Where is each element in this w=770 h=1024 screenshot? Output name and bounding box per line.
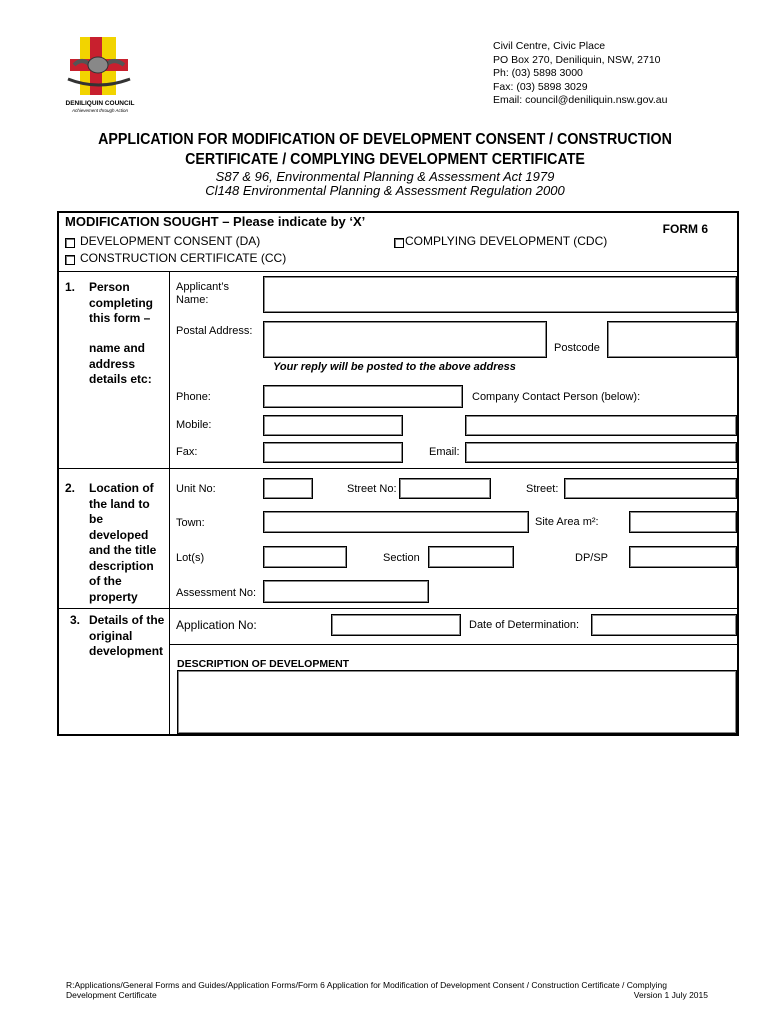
form-title-line2: CERTIFICATE / COMPLYING DEVELOPMENT CERTIFICATE [185, 151, 585, 168]
logo-tagline: Achievement through Action [71, 108, 129, 113]
description-field[interactable] [177, 670, 737, 734]
form-subtitle-act: S87 & 96, Environmental Planning & Assessment Act 1979 [215, 169, 555, 184]
dp-sp-field[interactable] [629, 546, 737, 568]
section1-number: 1. [65, 280, 76, 294]
logo-text: DENILIQUIN COUNCIL [65, 100, 135, 107]
date-determination-field[interactable] [591, 614, 737, 636]
assessment-no-label: Assessment No: [176, 587, 257, 599]
section2-number: 2. [65, 481, 76, 495]
fax-label: Fax: [176, 446, 198, 458]
section-label: Section [383, 552, 420, 564]
checkbox-cdc[interactable] [394, 238, 404, 248]
form-body [57, 211, 739, 736]
section3-title: Details of the original development [89, 613, 165, 658]
option-cc-label: CONSTRUCTION CERTIFICATE (CC) [80, 251, 287, 265]
section1-subtitle: name and address details etc: [89, 341, 152, 386]
phone-label: Phone: [176, 391, 211, 403]
section-field[interactable] [428, 546, 514, 568]
address-line: Civil Centre, Civic Place [493, 40, 606, 52]
dp-sp-label: DP/SP [575, 552, 609, 564]
company-contact-field[interactable] [465, 415, 737, 436]
street-label: Street: [526, 483, 559, 495]
email-label: Email: [429, 446, 460, 458]
section2-title: Location of the land to be developed and the title description of the property [89, 481, 157, 604]
council-logo [62, 35, 137, 120]
section3-number: 3. [70, 613, 81, 627]
application-no-label: Application No: [176, 618, 257, 632]
option-cdc-label: COMPLYING DEVELOPMENT (CDC) [405, 234, 608, 248]
reply-note: Your reply will be posted to the above address [273, 361, 516, 373]
date-determination-label: Date of Determination: [469, 619, 580, 631]
address-line: Ph: (03) 5898 3000 [493, 67, 583, 79]
council-address [493, 40, 667, 108]
checkbox-da[interactable] [65, 238, 75, 248]
street-field[interactable] [564, 478, 737, 499]
postcode-field[interactable] [607, 321, 737, 358]
site-area-label: Site Area m²: [535, 516, 599, 528]
divider [59, 608, 739, 609]
divider [59, 468, 739, 469]
section1-title: Person completing this form – [89, 280, 154, 325]
description-label: DESCRIPTION OF DEVELOPMENT [177, 658, 350, 670]
footer-path: R:Applications/General Forms and Guides/Application Forms/Form 6 Application for Modification of Development Consent / Construction Certificate / Complying Development Certificate [66, 980, 667, 1000]
column-divider [169, 271, 170, 736]
lots-label: Lot(s) [176, 552, 205, 564]
street-no-label: Street No: [347, 483, 397, 495]
assessment-no-field[interactable] [263, 580, 429, 603]
postal-address-field[interactable] [263, 321, 547, 358]
email-field[interactable] [465, 442, 737, 463]
postcode-label: Postcode [554, 342, 600, 354]
unit-no-label: Unit No: [176, 483, 216, 495]
fax-field[interactable] [263, 442, 403, 463]
mobile-field[interactable] [263, 415, 403, 436]
town-field[interactable] [263, 511, 529, 533]
application-no-field[interactable] [331, 614, 461, 636]
address-line: Email: council@deniliquin.nsw.gov.au [493, 94, 668, 106]
footer-version: Version 1 July 2015 [633, 990, 708, 1000]
form-number: FORM 6 [662, 222, 708, 236]
address-line: Fax: (03) 5898 3029 [493, 80, 588, 93]
divider [169, 644, 739, 645]
street-no-field[interactable] [399, 478, 491, 499]
site-area-field[interactable] [629, 511, 737, 533]
option-da-label: DEVELOPMENT CONSENT (DA) [80, 234, 261, 248]
applicant-name-label: Applicant’s Name: [176, 281, 229, 306]
phone-field[interactable] [263, 385, 463, 408]
form-title-line1: APPLICATION FOR MODIFICATION OF DEVELOPMENT CONSENT / CONSTRUCTION [98, 131, 672, 148]
unit-no-field[interactable] [263, 478, 313, 499]
mobile-label: Mobile: [176, 419, 212, 431]
form-subtitle-regulation: Cl148 Environmental Planning & Assessment Regulation 2000 [205, 183, 565, 198]
checkbox-cc[interactable] [65, 255, 75, 265]
lots-field[interactable] [263, 546, 347, 568]
divider [59, 271, 739, 272]
address-line: PO Box 270, Deniliquin, NSW, 2710 [493, 53, 661, 66]
town-label: Town: [176, 517, 205, 529]
applicant-name-field[interactable] [263, 276, 737, 313]
company-contact-label: Company Contact Person (below): [472, 391, 641, 403]
postal-address-label: Postal Address: [176, 325, 253, 337]
modification-heading: MODIFICATION SOUGHT – Please indicate by ‘X’ [65, 214, 366, 229]
